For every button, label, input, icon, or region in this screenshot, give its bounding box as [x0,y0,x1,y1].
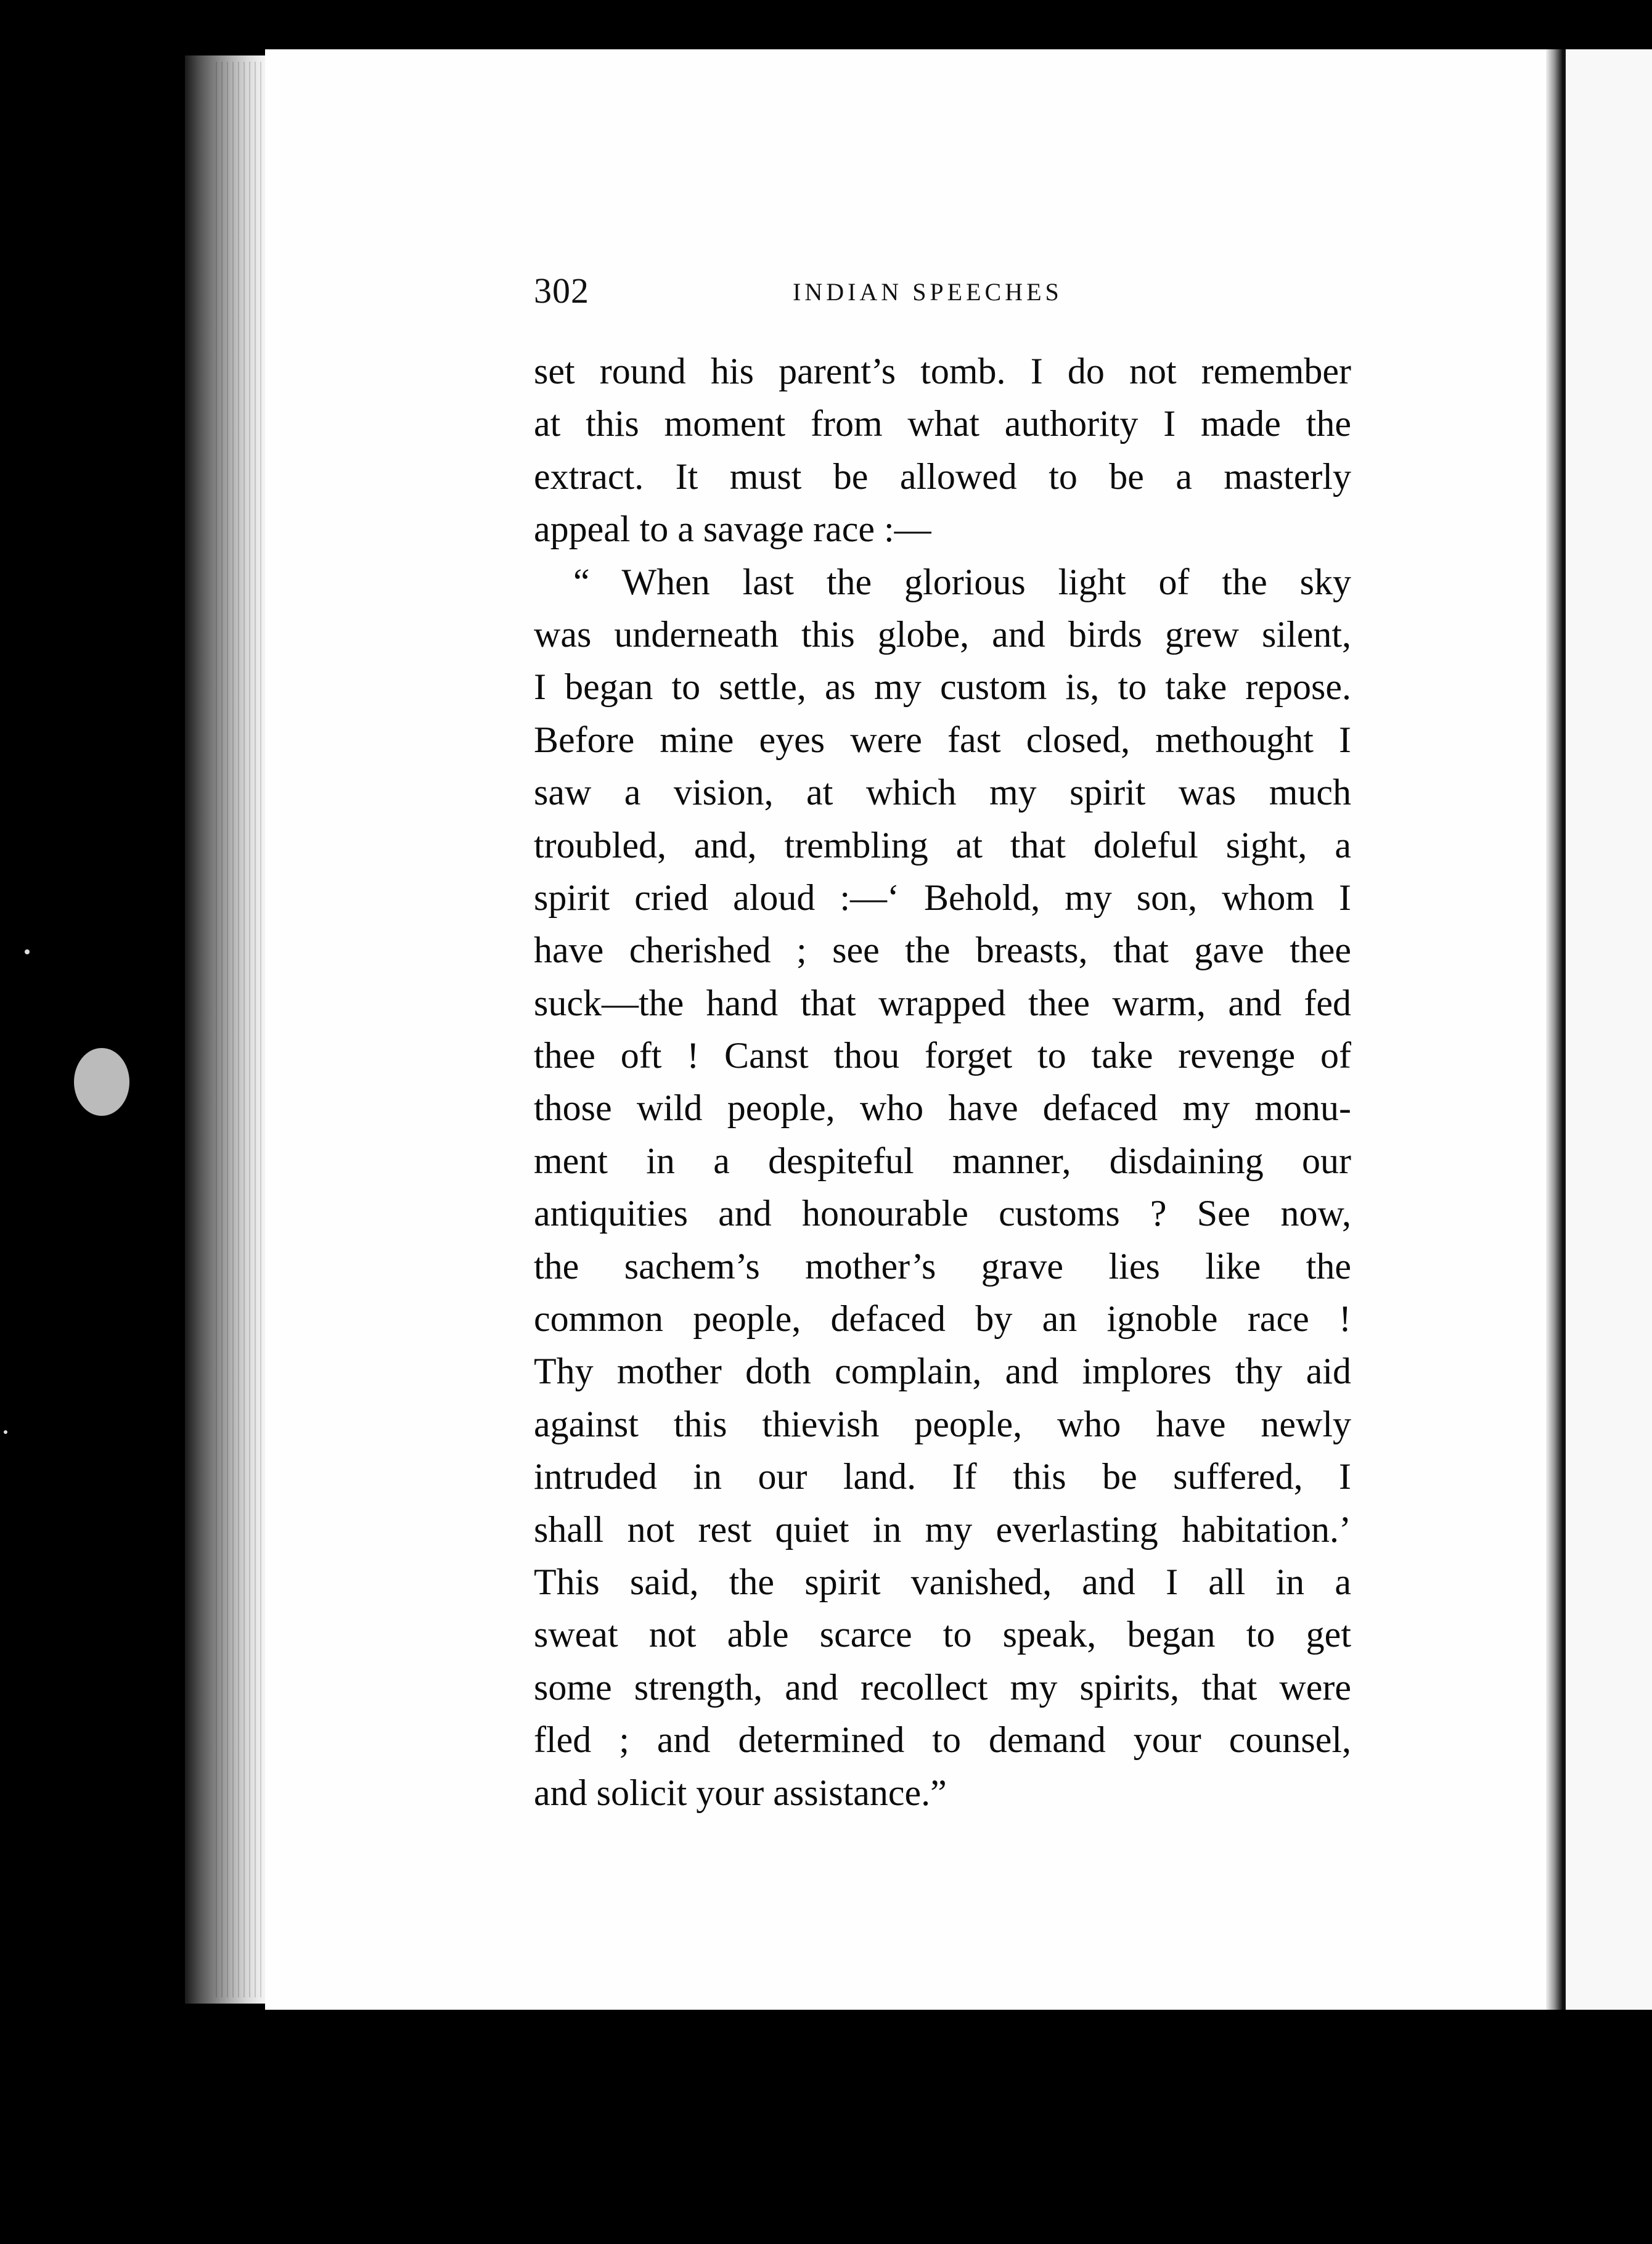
dust-speck [25,949,30,954]
text-line: appeal to a savage race :— [534,509,931,550]
text-line: extract. It must be allowed to be a masterly [534,456,1351,497]
text-line: suck—the hand that wrapped thee warm, and fed [534,982,1351,1023]
dust-speck [4,1430,7,1434]
running-head [534,270,1150,319]
text-line: shall not rest quiet in my everlasting habitation.’ [534,1509,1351,1550]
text-line: sweat not able scarce to speak, began to get [534,1614,1351,1655]
body-text [534,345,1351,1819]
text-line: troubled, and, trembling at that doleful sight, a [534,824,1351,866]
text-line: “ When last the glorious light of the sky [573,561,1351,602]
text-line: Thy mother doth complain, and implores thy aid [534,1351,1351,1392]
page-number: 302 [534,271,589,311]
text-line: against this thievish people, who have newly [534,1403,1351,1444]
text-line: spirit cried aloud :—‘ Behold, my son, whom I [534,877,1351,918]
text-line: This said, the spirit vanished, and I all in a [534,1561,1351,1602]
text-line: at this moment from what authority I made the [534,403,1351,444]
text-line: some strength, and recollect my spirits, that were [534,1666,1351,1708]
running-head-title: INDIAN SPEECHES [793,278,1063,306]
text-line: set round his parent’s tomb. I do not remember [534,351,1351,391]
text-line: and solicit your assistance.” [534,1772,947,1813]
text-line: was underneath this globe, and birds grew silent, [534,613,1351,655]
page-edge-lines [216,62,265,1997]
text-line: antiquities and honourable customs ? See now, [534,1193,1351,1234]
text-line: ment in a despiteful manner, disdaining our [534,1140,1351,1181]
text-line: common people, defaced by an ignoble race ! [534,1298,1351,1340]
text-line: I began to settle, as my custom is, to take repose. [534,666,1351,708]
text-line: have cherished ; see the breasts, that gave thee [534,930,1351,971]
text-line: thee oft ! Canst thou forget to take revenge of [534,1035,1351,1076]
dust-speck [74,1048,129,1116]
text-line: the sachem’s mother’s grave lies like the [534,1245,1351,1287]
text-line: those wild people, who have defaced my monu- [534,1087,1351,1129]
text-line: intruded in our land. If this be suffered, I [534,1456,1351,1497]
adjacent-page [1562,49,1652,2010]
text-line: saw a vision, at which my spirit was much [534,772,1351,813]
text-line: fled ; and determined to demand your counsel, [534,1719,1351,1761]
page-gutter [1546,49,1562,2010]
text-line: Before mine eyes were fast closed, methought I [534,719,1351,760]
